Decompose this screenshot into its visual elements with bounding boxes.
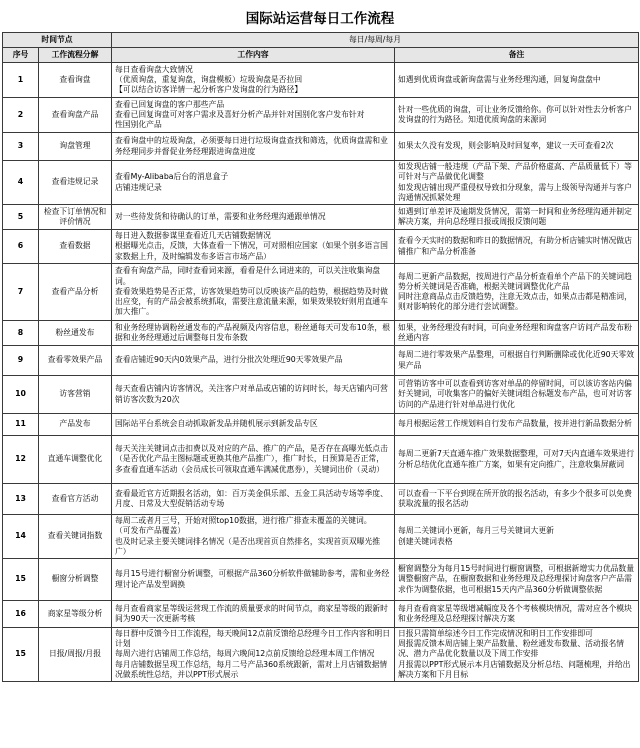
remark: [395, 484, 639, 515]
row-number: 15: [3, 559, 39, 601]
remark: [395, 628, 639, 682]
table-row: [3, 484, 639, 515]
table-row: [3, 346, 639, 376]
work-content: [112, 628, 395, 682]
work-content: [112, 559, 395, 601]
table-row: [3, 321, 639, 346]
task-name: 直通车调整优化: [39, 436, 112, 484]
task-name: 查看关键词指数: [39, 515, 112, 559]
task-name: 商家星等级分析: [39, 601, 112, 628]
header-period: 每日/每周/每月: [112, 33, 639, 48]
task-name: 查看询盘产品: [39, 98, 112, 133]
table-row: [3, 205, 639, 230]
table-row: [3, 376, 639, 414]
remark: [395, 601, 639, 628]
task-name: 查看违规记录: [39, 161, 112, 205]
content-line: 也及时记录主要关键词排名情况（是否出现首页自然排名，实现首页双曝光推广）: [115, 536, 381, 556]
content-line: 查看询盘中的垃圾询盘，必须要每日进行垃圾询盘查找和筛选，优质询盘需和业务经理同步并督促业务经理跟进询盘进度: [115, 136, 388, 156]
remark-line: 可以查看一下平台到现在所开放的报名活动，有多少个很多可以免费获取流量的报名活动: [398, 488, 632, 508]
workflow-table: [2, 32, 639, 682]
work-content: [112, 230, 395, 264]
content-line: 查看店铺近90天内0效果产品，进行分批次处理近90天零效果产品: [115, 355, 343, 365]
content-line: 对一些待发货和待确认的订单，需要和业务经理沟通跟单情况: [115, 211, 326, 221]
remark-line: 每周二更新7天直通车推广效果数据整理，可对7天内直通车效果进行分析总结优化直通车推广方案，如果有定向推广，注意收集屏蔽词: [398, 449, 635, 469]
remark-line: 针对一些优质的询盘，可让业务反馈给你。你可以针对性去分析客户发询盘的行为路径。知道优质询盘的来源词: [398, 104, 632, 124]
remark-line: 如遇到优质询盘或新询盘需与业务经理沟通，回复询盘盘中: [398, 74, 601, 84]
remark: [395, 436, 639, 484]
table-row: [3, 264, 639, 321]
row-number: 10: [3, 376, 39, 414]
remark-line: 日报只需简单综述今日工作完成情况和明日工作安排即可: [398, 629, 593, 638]
task-name: 查看零效果产品: [39, 346, 112, 376]
task-name: 查看询盘: [39, 63, 112, 98]
remark-line: 如发现店铺一般违规（产品下架、产品价格虚高、产品质量低下）等可针对与产品做优化调整: [398, 162, 632, 182]
row-number: 5: [3, 205, 39, 230]
row-number: 15: [3, 628, 39, 682]
table-row: [3, 98, 639, 133]
task-name: 查看产品分析: [39, 264, 112, 321]
task-name: 日报/周报/月报: [39, 628, 112, 682]
remark: [395, 559, 639, 601]
remark-line: 橱窗调整分为每月15号时间进行橱窗调整，可根据新增实力优品数量调整橱窗产品，在橱窗数据和业务经理及总经理探讨询盘客户产品需求作为调整依据，也可根据15天内产品360分析做调整依据: [398, 564, 635, 594]
content-line: 查看有询盘产品，同时查看词来源，看看是什么词进来的，可以关注收集询盘词。: [115, 266, 381, 286]
table-row: [3, 133, 639, 161]
content-line: 每月15号进行橱窗分析调整，可根据产品360分析软件做辅助参考，需和业务经理讨论产品发型调换: [115, 569, 390, 589]
remark-line: 查看今天实时的数据和昨日的数据情况，有助分析店铺实时情况做店铺推广和产品分析准备: [398, 236, 632, 256]
content-line: 每周六进行店铺周工作总结，每周六晚间12点前反馈给总经理本周工作情况: [115, 649, 375, 659]
content-line: （优质询盘，重复询盘，询盘模板）垃圾询盘是否拉回: [115, 74, 303, 84]
content-line: 查看已回复询盘可对客户需求及喜好分析产品并针对国别化客户发布针对: [115, 109, 365, 119]
content-line: 查看My-Alibaba后台的消息盒子: [115, 172, 229, 182]
remark-line: 每周二更新产品数据，按周进行产品分析查看单个产品下的关键词趋势分析关键词是否准确，根据关键词调整优化产品: [398, 271, 632, 291]
remark: [395, 321, 639, 346]
remark-line: 如果太久没有发现，则会影响及时回复率，建议一天可查看2次: [398, 141, 614, 151]
row-number: 6: [3, 230, 39, 264]
content-line: （可发布产品覆盖）: [115, 526, 186, 536]
content-line: 【可以结合访客详情一起分析客户发询盘的行为路径】: [115, 85, 303, 95]
work-content: [112, 264, 395, 321]
work-content: [112, 484, 395, 515]
remark: [395, 63, 639, 98]
remark-line: 如遇到订单差评及逾期发货情况，需第一时间和业务经理沟通并制定解决方案，并向总经理日报或周报反馈问题: [398, 206, 632, 226]
remark-line: 月报需以PPT形式展示本月店铺数据及分析总结、问题梳理，并给出解决方案和下月目标: [398, 659, 631, 679]
task-name: 询盘管理: [39, 133, 112, 161]
content-line: 每周二或者月三号，开始对照top10数据，进行推广排查未覆盖的关键词。: [115, 516, 372, 526]
row-number: 16: [3, 601, 39, 628]
row-number: 4: [3, 161, 39, 205]
remark: [395, 98, 639, 133]
remark: [395, 161, 639, 205]
row-number: 2: [3, 98, 39, 133]
task-name: 查看官方活动: [39, 484, 112, 515]
row-number: 9: [3, 346, 39, 376]
task-name: 查看数据: [39, 230, 112, 264]
table-row: [3, 414, 639, 436]
table-body: [3, 63, 639, 682]
content-line: 每月店铺数据呈现工作总结，每月二号产品360系统跟新，需对上月店铺数据情况做系统性总结，并以PPT形式展示: [115, 659, 388, 679]
table-row: [3, 161, 639, 205]
header-note: 备注: [395, 48, 639, 63]
row-number: 14: [3, 515, 39, 559]
content-line: 查看已回复询盘的客户那些产品: [115, 99, 225, 109]
remark-line: 周报需反馈本周店铺上架产品数量、粉丝通发布数量、活动报名情况、潜力产品优化数量以及下周工作安排: [398, 639, 625, 659]
work-content: [112, 376, 395, 414]
remark-line: 如发现店铺出现严重侵权导致扣分现象，需与上级领导沟通并与客户沟通情况抓紧处理: [398, 182, 632, 202]
content-line: 国际站平台系统会自动抓取新发品并随机展示到新发品专区: [115, 419, 318, 429]
content-line: 根据曝光点击，反馈，大体查看一下情况，可对照相应国家（如果个别多语言国家数据上升，及时编辑发布多语言市场产品）: [115, 241, 388, 261]
remark: [395, 205, 639, 230]
table-row: [3, 628, 639, 682]
remark-line: 每周二进行零效果产品整理，可根据自行判断删除或优化近90天零效果产品: [398, 350, 635, 370]
work-content: [112, 133, 395, 161]
task-name: 检查下订单情况和评价情况: [39, 205, 112, 230]
work-content: [112, 205, 395, 230]
content-line: 每日查看询盘大致情况: [115, 64, 193, 74]
work-content: [112, 414, 395, 436]
content-line: 每天关注关键词点击扣费以及对应的产品、推广的产品，是否存在高曝光低点击（是否优化产品主图标题或更换其他产品推广），推广时长，日预算是否正常，多查看直通车活动（会员成长可领取直通车满减优惠券），关键词出价（灵动）: [115, 444, 388, 474]
row-number: 8: [3, 321, 39, 346]
remark-line: 创建关键词表格: [398, 536, 453, 546]
row-number: 3: [3, 133, 39, 161]
content-line: 每日进入数据参谋里查看近几天店铺数据情况: [115, 231, 271, 241]
row-number: 12: [3, 436, 39, 484]
work-content: [112, 436, 395, 484]
table-row: [3, 230, 639, 264]
content-line: 每日群中反馈今日工作流程，每天晚间12点前反馈给总经理今日工作内容和明日计划: [115, 629, 391, 649]
remark: [395, 376, 639, 414]
remark-line: 每月查看商家星等级增减幅度及各个考核模块情况，需对应各个模块和业务经理及总经理探讨解决方案: [398, 603, 632, 623]
header-seq: 序号: [3, 48, 39, 63]
content-line: 每天查看店铺内访客情况，关注客户对单品或店铺的访问时长，每天店铺内可营销访客次数为20次: [115, 384, 388, 404]
work-content: [112, 98, 395, 133]
remark-line: 可营销访客中可以查看到访客对单品的停留时间，可以该访客站内偏好关键词，可收集客户的偏好关键词组合标题发布产品，也可对访客访问的产品进行针对单品进行优化: [398, 379, 632, 409]
row-number: 11: [3, 414, 39, 436]
task-name: 橱窗分析调整: [39, 559, 112, 601]
content-line: 每月查看商家星等级运营现工作流的质量要求的时间节点，商家星等级的跟新时间为90天一次更新考核: [115, 603, 388, 623]
header-row-period: [3, 33, 639, 48]
content-line: 和业务经理协调粉丝通发布的产品视频及内容信息，粉丝通每天可发布10条，根据和业务经理通过后调整每日发布条数: [115, 322, 391, 342]
header-row-columns: [3, 48, 639, 63]
work-content: [112, 321, 395, 346]
remark: [395, 230, 639, 264]
document-title: 国际站运营每日工作流程: [245, 11, 395, 27]
remark: [395, 346, 639, 376]
remark: [395, 133, 639, 161]
work-content: [112, 161, 395, 205]
remark-line: 同时注意商品点击反馈趋势，注意无效点击，如果点击都是精准词，则对影响转化的部分进行尝试调整。: [398, 292, 632, 312]
task-name: 粉丝通发布: [39, 321, 112, 346]
work-content: [112, 515, 395, 559]
row-number: 1: [3, 63, 39, 98]
content-line: 性国别化产品: [115, 120, 162, 130]
work-content: [112, 346, 395, 376]
remark-line: 每周二关键词小更新，每月三号关键词大更新: [398, 526, 554, 536]
task-name: 产品发布: [39, 414, 112, 436]
remark: [395, 515, 639, 559]
remark-line: 如果，业务经理没有时间，可向业务经理和询盘客户访问产品发布粉丝通内容: [398, 322, 632, 342]
row-number: 7: [3, 264, 39, 321]
content-line: 查看效果趋势是否正常，访客效果趋势可以反映该产品的趋势，根据趋势及时做出应变，有的产品会被系统抓取，需要注意流量来源，如果效果较好则用直通车加大推广。: [115, 286, 388, 317]
remark: [395, 414, 639, 436]
work-content: [112, 63, 395, 98]
content-line: 店铺违规记录: [115, 182, 162, 192]
remark: [395, 264, 639, 321]
header-time-node: 时间节点: [3, 33, 112, 48]
row-number: 13: [3, 484, 39, 515]
table-row: [3, 515, 639, 559]
task-name: 访客营销: [39, 376, 112, 414]
content-line: 查看最近官方近期报名活动，如：百万美金俱乐部、五金工具活动专场等季度、月度、日常及大型促销活动专场: [115, 488, 388, 508]
work-content: [112, 601, 395, 628]
table-row: [3, 63, 639, 98]
table-row: [3, 559, 639, 601]
table-row: [3, 436, 639, 484]
table-row: [3, 601, 639, 628]
header-content: 工作内容: [112, 48, 395, 63]
remark-line: 每月根据运营工作规划料自行发布产品数量，按并进行新品数据分析: [398, 419, 632, 429]
header-task: 工作流程分解: [39, 48, 112, 63]
